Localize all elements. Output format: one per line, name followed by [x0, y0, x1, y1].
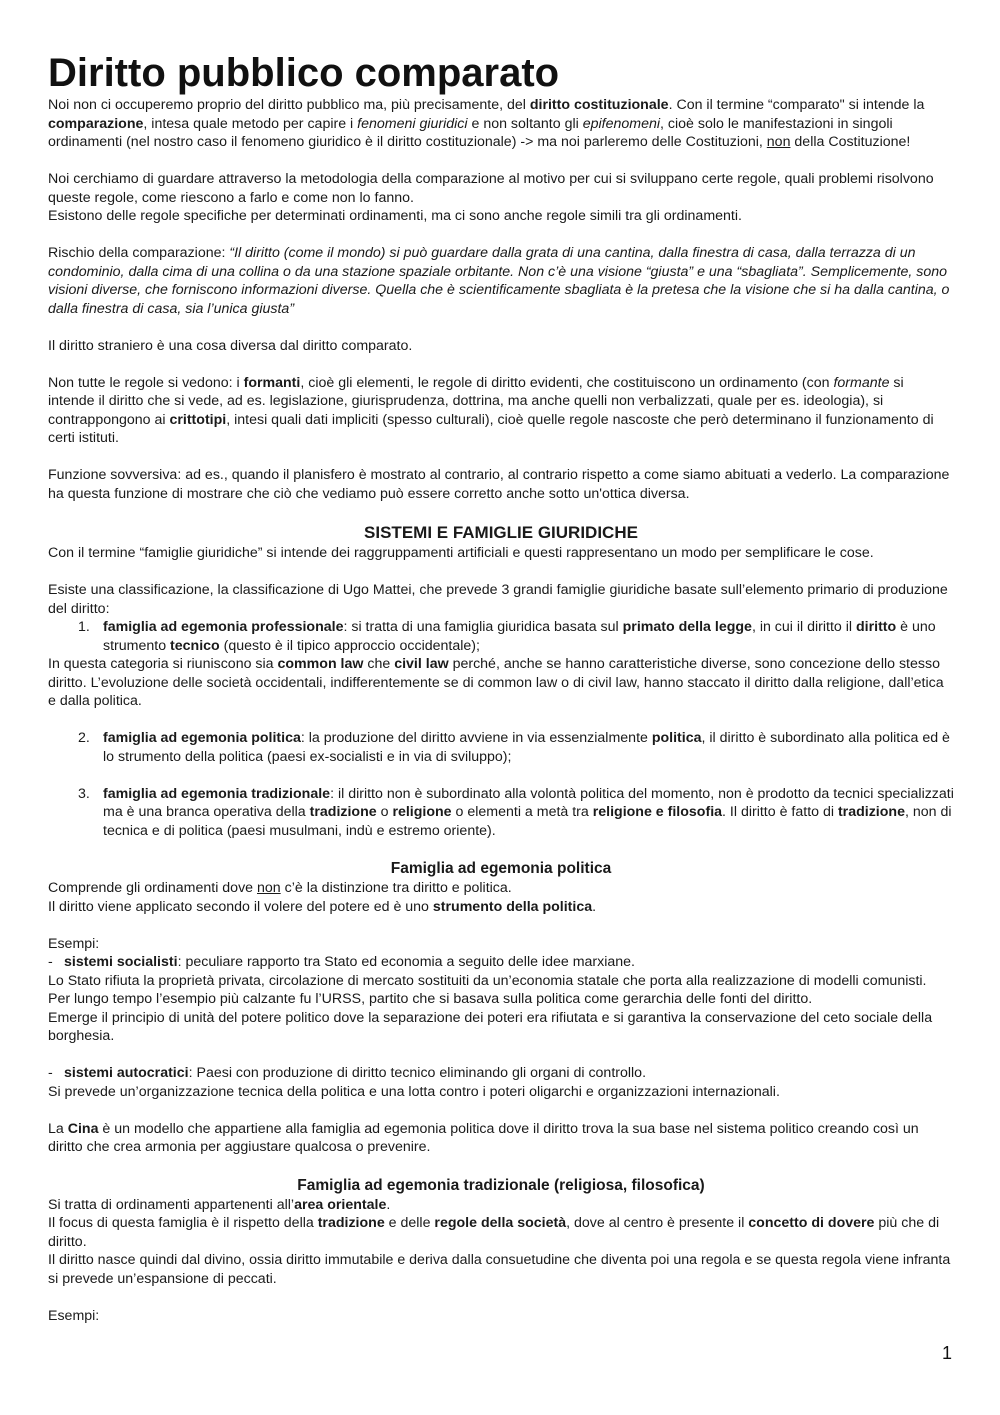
bullet-sistemi-autocratici: - sistemi autocratici: Paesi con produzione di diritto tecnico eliminando gli organi di controllo.: [48, 1065, 647, 1081]
subheading-egemonia-politica: Famiglia ad egemonia politica: [390, 860, 612, 877]
document-page: [48, 50, 954, 1325]
section-heading-sistemi: SISTEMI E FAMIGLIE GIURIDICHE: [364, 523, 638, 542]
page-title: Diritto pubblico comparato: [48, 51, 560, 95]
tradizionale-paragraph-3: Il diritto nasce quindi dal divino, ossia diritto immutabile e deriva dalla consuetudine che diventa poi una regola e se questa regola viene infranta si prevede un’espansione di peccati.: [48, 1252, 951, 1287]
list-item-tradizionale: 3. famiglia ad egemonia tradizionale: il diritto non è subordinato alla volontà politica del momento, non è prodotto da tecnici specializzati ma è una branca operativa della tradizione o religione o elementi a metà tra religione e filosofia. Il diritto è fatto di tradizione, non di tecnica e di politica (paesi musulmani, indù e estremo oriente).: [78, 785, 954, 839]
examples-label-2: Esempi:: [48, 1307, 100, 1324]
classification-paragraph: Esiste una classificazione, la classificazione di Ugo Mattei, che prevede 3 grandi famiglie giuridiche basate sull’elemento primario di produzione del diritto:: [48, 582, 948, 617]
bullet-sistemi-socialisti: - sistemi socialisti: peculiare rapporto tra Stato ed economia a seguito delle idee marxiane.: [48, 954, 635, 970]
cina-paragraph: La Cina è un modello che appartiene alla famiglia ad egemonia politica dove il diritto trova la sua base nel sistema politico creando così un diritto che crea armonia per aggiustare qualcosa o prevenire.: [48, 1120, 919, 1155]
tradizionale-paragraph-1: Si tratta di ordinamenti appartenenti all’area orientale.: [48, 1196, 391, 1213]
page-number: 1: [941, 1343, 952, 1363]
subheading-egemonia-tradizionale: Famiglia ad egemonia tradizionale (religiosa, filosofica): [297, 1176, 705, 1194]
common-civil-law-paragraph: In questa categoria si riuniscono sia common law che civil law perché, anche se hanno caratteristiche diverse, sono concezione dello stesso diritto. L’evoluzione delle società occidentali, indifferentemente se di common law o di civil law, hanno staccato il diritto dalla religione, dall’etica e dalla politica.: [48, 656, 944, 709]
socialisti-paragraph-3: Emerge il principio di unità del potere politico dove la separazione dei poteri era rifiutata e si garantiva la conservazione del ceto sociale della borghesia.: [48, 1009, 933, 1044]
politica-paragraph-2: Il diritto viene applicato secondo il volere del potere ed è uno strumento della politica.: [48, 898, 597, 915]
families-list-1: [48, 618, 954, 655]
tradizionale-paragraph-2: Il focus di questa famiglia è il rispetto della tradizione e delle regole della società, dove al centro è presente il concetto di dovere più che di diritto.: [48, 1215, 940, 1250]
families-definition-paragraph: Con il termine “famiglie giuridiche” si intende dei raggruppamenti artificiali e questi rappresentano un modo per semplificare le cose.: [48, 545, 874, 561]
subversive-function-paragraph: Funzione sovversiva: ad es., quando il planisfero è mostrato al contrario, al contrario rispetto a come siamo abituati a vederlo. La comparazione ha questa funzione di mostrare che ciò che vediamo può essere corretto anche sotto un'ottica diversa.: [48, 467, 950, 502]
socialisti-paragraph-2: Per lungo tempo l’esempio più calzante fu l’URSS, partito che si basava sulla politica come gerarchia delle fonti del diritto.: [48, 991, 813, 1007]
families-list-2: [48, 729, 954, 840]
socialisti-paragraph-1: Lo Stato rifiuta la proprietà privata, circolazione di mercato sostituiti da un’economia statale che porta alla realizzazione di modelli comunisti.: [48, 972, 927, 989]
method-paragraph: Noi cerchiamo di guardare attraverso la metodologia della comparazione al motivo per cui si sviluppano certe regole, quali problemi risolvono queste regole, come riescono a farlo e come non lo fanno.: [48, 171, 934, 206]
list-item-politica: 2. famiglia ad egemonia politica: la produzione del diritto avviene in via essenzialmente politica, il diritto è subordinato alla politica ed è lo strumento della politica (paesi ex-socialisti e in via di sviluppo);: [78, 730, 950, 765]
formanti-paragraph: Non tutte le regole si vedono: i formanti, cioè gli elementi, le regole di diritto evidenti, che costituiscono un ordinamento (con formante si intende il diritto che si vede, ad es. legislazione, giurisprudenza, dottrina, ma anche quelli non verbalizzati, quale per es. ideologia), si contrappongono ai crittotipi, intesi quali dati impliciti (spesso culturali), cioè quelle regole nascoste che però determinano il funzionamento di certi istituti.: [48, 374, 934, 446]
examples-label: Esempi:: [48, 935, 100, 952]
intro-paragraph: Noi non ci occuperemo proprio del diritto pubblico ma, più precisamente, del diritto costituzionale. Con il termine “comparato" si intende la comparazione, intesa quale metodo per capire i fenomeni giuridici e non soltanto gli epifenomeni, cioè solo le manifestazioni in singoli ordinamenti (nel nostro caso il fenomeno giuridico è il diritto costituzionale) -> ma noi parleremo delle Costituzioni, non della Costituzione!: [48, 97, 925, 150]
rules-paragraph: Esistono delle regole specifiche per determinati ordinamenti, ma ci sono anche regole simili tra gli ordinamenti.: [48, 208, 742, 224]
politica-paragraph-1: Comprende gli ordinamenti dove non c’è la distinzione tra diritto e politica.: [48, 880, 512, 896]
foreign-law-paragraph: Il diritto straniero è una cosa diversa dal diritto comparato.: [48, 337, 413, 354]
list-item-professionale: 1. famiglia ad egemonia professionale: si tratta di una famiglia giuridica basata sul primato della legge, in cui il diritto il diritto è uno strumento tecnico (questo è il tipico approccio occidentale);: [78, 619, 936, 654]
quote-paragraph: Rischio della comparazione: “Il diritto (come il mondo) si può guardare dalla grata di una cantina, dalla finestra di casa, dalla terrazza di un condominio, dalla cima di una collina o da una stazione spaziale orbitante. Non c’è una visione “giusta” e una “sbagliata”. Semplicemente, sono visioni diverse, che forniscono informazioni diverse. Quella che è scientificamente sbagliata è la pretesa che la visione che si ha dalla cantina, o dalla finestra di casa, sia l’unica giusta”: [48, 245, 950, 317]
autocratici-paragraph: Si prevede un’organizzazione tecnica della politica e una lotta contro i poteri oligarchi e organizzazioni internazionali.: [48, 1083, 780, 1100]
